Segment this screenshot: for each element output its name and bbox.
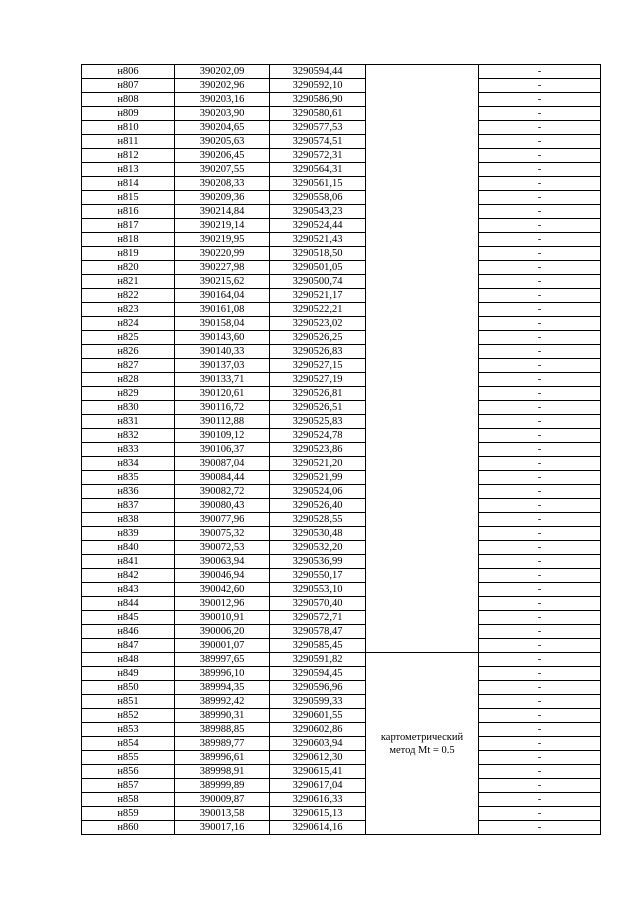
y-coordinate-cell: 3290617,04: [270, 779, 366, 793]
dash-cell: -: [479, 275, 601, 289]
y-coordinate-cell: 3290572,71: [270, 611, 366, 625]
x-coordinate-cell: 390205,63: [175, 135, 270, 149]
table-row: [82, 261, 601, 275]
point-number-cell: н817: [82, 219, 175, 233]
dash-cell: -: [479, 751, 601, 765]
y-coordinate-cell: 3290521,17: [270, 289, 366, 303]
dash-cell: -: [479, 429, 601, 443]
x-coordinate-cell: 390143,60: [175, 331, 270, 345]
point-number-cell: н843: [82, 583, 175, 597]
y-coordinate-cell: 3290603,94: [270, 737, 366, 751]
point-number-cell: н834: [82, 457, 175, 471]
point-number-cell: н806: [82, 65, 175, 79]
x-coordinate-cell: 390202,09: [175, 65, 270, 79]
y-coordinate-cell: 3290572,31: [270, 149, 366, 163]
y-coordinate-cell: 3290530,48: [270, 527, 366, 541]
x-coordinate-cell: 390006,20: [175, 625, 270, 639]
dash-cell: -: [479, 121, 601, 135]
point-number-cell: н848: [82, 653, 175, 667]
dash-cell: -: [479, 443, 601, 457]
x-coordinate-cell: 390009,87: [175, 793, 270, 807]
x-coordinate-cell: 390219,95: [175, 233, 270, 247]
dash-cell: -: [479, 345, 601, 359]
y-coordinate-cell: 3290521,99: [270, 471, 366, 485]
table-row: [82, 779, 601, 793]
point-number-cell: н829: [82, 387, 175, 401]
method-cell-blank: [366, 65, 479, 653]
dash-cell: -: [479, 541, 601, 555]
y-coordinate-cell: 3290577,53: [270, 121, 366, 135]
table-row: [82, 555, 601, 569]
y-coordinate-cell: 3290523,02: [270, 317, 366, 331]
x-coordinate-cell: 390087,04: [175, 457, 270, 471]
y-coordinate-cell: 3290536,99: [270, 555, 366, 569]
point-number-cell: н826: [82, 345, 175, 359]
x-coordinate-cell: 390042,60: [175, 583, 270, 597]
dash-cell: -: [479, 401, 601, 415]
y-coordinate-cell: 3290594,45: [270, 667, 366, 681]
point-number-cell: н854: [82, 737, 175, 751]
point-number-cell: н839: [82, 527, 175, 541]
x-coordinate-cell: 389996,10: [175, 667, 270, 681]
table-row: [82, 233, 601, 247]
dash-cell: -: [479, 793, 601, 807]
table-row: [82, 345, 601, 359]
dash-cell: -: [479, 499, 601, 513]
dash-cell: -: [479, 667, 601, 681]
table-row: [82, 415, 601, 429]
point-number-cell: н822: [82, 289, 175, 303]
table-row: [82, 373, 601, 387]
dash-cell: -: [479, 653, 601, 667]
x-coordinate-cell: 390063,94: [175, 555, 270, 569]
dash-cell: -: [479, 583, 601, 597]
point-number-cell: н823: [82, 303, 175, 317]
table-row: [82, 79, 601, 93]
table-row: [82, 723, 601, 737]
point-number-cell: н844: [82, 597, 175, 611]
table-row: [82, 485, 601, 499]
dash-cell: -: [479, 611, 601, 625]
dash-cell: -: [479, 527, 601, 541]
dash-cell: -: [479, 135, 601, 149]
x-coordinate-cell: 390013,58: [175, 807, 270, 821]
point-number-cell: н816: [82, 205, 175, 219]
table-row: [82, 289, 601, 303]
point-number-cell: н813: [82, 163, 175, 177]
point-number-cell: н827: [82, 359, 175, 373]
table-row: [82, 569, 601, 583]
y-coordinate-cell: 3290521,20: [270, 457, 366, 471]
y-coordinate-cell: 3290599,33: [270, 695, 366, 709]
point-number-cell: н836: [82, 485, 175, 499]
dash-cell: -: [479, 457, 601, 471]
y-coordinate-cell: 3290524,06: [270, 485, 366, 499]
dash-cell: -: [479, 709, 601, 723]
point-number-cell: н841: [82, 555, 175, 569]
dash-cell: -: [479, 555, 601, 569]
x-coordinate-cell: 390116,72: [175, 401, 270, 415]
x-coordinate-cell: 390120,61: [175, 387, 270, 401]
table-row: [82, 471, 601, 485]
dash-cell: -: [479, 79, 601, 93]
table-row: [82, 793, 601, 807]
point-number-cell: н846: [82, 625, 175, 639]
y-coordinate-cell: 3290553,10: [270, 583, 366, 597]
x-coordinate-cell: 390137,03: [175, 359, 270, 373]
dash-cell: -: [479, 513, 601, 527]
table-row: [82, 709, 601, 723]
point-number-cell: н856: [82, 765, 175, 779]
table-row: [82, 527, 601, 541]
y-coordinate-cell: 3290521,43: [270, 233, 366, 247]
x-coordinate-cell: 389999,89: [175, 779, 270, 793]
y-coordinate-cell: 3290612,30: [270, 751, 366, 765]
point-number-cell: н818: [82, 233, 175, 247]
table-row: [82, 807, 601, 821]
point-number-cell: н807: [82, 79, 175, 93]
table-row: [82, 597, 601, 611]
table-row: [82, 275, 601, 289]
dash-cell: -: [479, 681, 601, 695]
table-row: [82, 107, 601, 121]
y-coordinate-cell: 3290591,82: [270, 653, 366, 667]
dash-cell: -: [479, 149, 601, 163]
table-row: [82, 499, 601, 513]
table-row: [82, 513, 601, 527]
table-row: [82, 681, 601, 695]
point-number-cell: н832: [82, 429, 175, 443]
x-coordinate-cell: 390215,62: [175, 275, 270, 289]
x-coordinate-cell: 390209,36: [175, 191, 270, 205]
y-coordinate-cell: 3290558,06: [270, 191, 366, 205]
table-row: [82, 191, 601, 205]
y-coordinate-cell: 3290592,10: [270, 79, 366, 93]
y-coordinate-cell: 3290543,23: [270, 205, 366, 219]
point-number-cell: н840: [82, 541, 175, 555]
y-coordinate-cell: 3290570,40: [270, 597, 366, 611]
dash-cell: -: [479, 65, 601, 79]
point-number-cell: н847: [82, 639, 175, 653]
table-row: [82, 625, 601, 639]
dash-cell: -: [479, 723, 601, 737]
dash-cell: -: [479, 233, 601, 247]
x-coordinate-cell: 389997,65: [175, 653, 270, 667]
dash-cell: -: [479, 107, 601, 121]
y-coordinate-cell: 3290614,16: [270, 821, 366, 835]
point-number-cell: н815: [82, 191, 175, 205]
y-coordinate-cell: 3290526,83: [270, 345, 366, 359]
x-coordinate-cell: 390206,45: [175, 149, 270, 163]
point-number-cell: н811: [82, 135, 175, 149]
table-row: [82, 135, 601, 149]
table-row: [82, 611, 601, 625]
dash-cell: -: [479, 163, 601, 177]
dash-cell: -: [479, 569, 601, 583]
y-coordinate-cell: 3290594,44: [270, 65, 366, 79]
x-coordinate-cell: 389990,31: [175, 709, 270, 723]
point-number-cell: н857: [82, 779, 175, 793]
point-number-cell: н845: [82, 611, 175, 625]
y-coordinate-cell: 3290532,20: [270, 541, 366, 555]
table-row: [82, 737, 601, 751]
x-coordinate-cell: 390203,90: [175, 107, 270, 121]
method-cell: [366, 653, 479, 835]
table-row: [82, 149, 601, 163]
x-coordinate-cell: 390203,16: [175, 93, 270, 107]
y-coordinate-cell: 3290580,61: [270, 107, 366, 121]
x-coordinate-cell: 390202,96: [175, 79, 270, 93]
dash-cell: -: [479, 177, 601, 191]
y-coordinate-cell: 3290601,55: [270, 709, 366, 723]
y-coordinate-cell: 3290523,86: [270, 443, 366, 457]
x-coordinate-cell: 390227,98: [175, 261, 270, 275]
table-row: [82, 457, 601, 471]
dash-cell: -: [479, 415, 601, 429]
x-coordinate-cell: 390164,04: [175, 289, 270, 303]
table-row: [82, 653, 601, 667]
table-row: [82, 247, 601, 261]
x-coordinate-cell: 389989,77: [175, 737, 270, 751]
x-coordinate-cell: 390001,07: [175, 639, 270, 653]
x-coordinate-cell: 389994,35: [175, 681, 270, 695]
point-number-cell: н835: [82, 471, 175, 485]
x-coordinate-cell: 390106,37: [175, 443, 270, 457]
table-row: [82, 667, 601, 681]
y-coordinate-cell: 3290526,40: [270, 499, 366, 513]
x-coordinate-cell: 390220,99: [175, 247, 270, 261]
point-number-cell: н833: [82, 443, 175, 457]
x-coordinate-cell: 389996,61: [175, 751, 270, 765]
method-text-line1: картометрический: [380, 731, 464, 743]
x-coordinate-cell: 390077,96: [175, 513, 270, 527]
y-coordinate-cell: 3290522,21: [270, 303, 366, 317]
x-coordinate-cell: 390140,33: [175, 345, 270, 359]
point-number-cell: н820: [82, 261, 175, 275]
dash-cell: -: [479, 331, 601, 345]
x-coordinate-cell: 390084,44: [175, 471, 270, 485]
table-row: [82, 541, 601, 555]
table-row: [82, 219, 601, 233]
y-coordinate-cell: 3290524,44: [270, 219, 366, 233]
dash-cell: -: [479, 303, 601, 317]
table-row: [82, 751, 601, 765]
table-row: [82, 443, 601, 457]
dash-cell: -: [479, 807, 601, 821]
point-number-cell: н831: [82, 415, 175, 429]
y-coordinate-cell: 3290578,47: [270, 625, 366, 639]
dash-cell: -: [479, 737, 601, 751]
table-row: [82, 359, 601, 373]
dash-cell: -: [479, 471, 601, 485]
table-row: [82, 177, 601, 191]
point-number-cell: н850: [82, 681, 175, 695]
dash-cell: -: [479, 485, 601, 499]
x-coordinate-cell: 390075,32: [175, 527, 270, 541]
x-coordinate-cell: 390112,88: [175, 415, 270, 429]
dash-cell: -: [479, 289, 601, 303]
x-coordinate-cell: 389988,85: [175, 723, 270, 737]
x-coordinate-cell: 390017,16: [175, 821, 270, 835]
dash-cell: -: [479, 387, 601, 401]
table-row: [82, 639, 601, 653]
table-row: [82, 331, 601, 345]
coordinates-table-body: [82, 65, 601, 835]
dash-cell: -: [479, 373, 601, 387]
dash-cell: -: [479, 625, 601, 639]
x-coordinate-cell: 390161,08: [175, 303, 270, 317]
x-coordinate-cell: 390214,84: [175, 205, 270, 219]
dash-cell: -: [479, 205, 601, 219]
point-number-cell: н814: [82, 177, 175, 191]
point-number-cell: н830: [82, 401, 175, 415]
y-coordinate-cell: 3290585,45: [270, 639, 366, 653]
point-number-cell: н842: [82, 569, 175, 583]
y-coordinate-cell: 3290526,25: [270, 331, 366, 345]
dash-cell: -: [479, 359, 601, 373]
dash-cell: -: [479, 821, 601, 835]
coordinates-table: [81, 64, 601, 835]
x-coordinate-cell: 390080,43: [175, 499, 270, 513]
y-coordinate-cell: 3290527,15: [270, 359, 366, 373]
dash-cell: -: [479, 247, 601, 261]
y-coordinate-cell: 3290550,17: [270, 569, 366, 583]
table-row: [82, 317, 601, 331]
table-row: [82, 401, 601, 415]
x-coordinate-cell: 390046,94: [175, 569, 270, 583]
x-coordinate-cell: 390012,96: [175, 597, 270, 611]
y-coordinate-cell: 3290518,50: [270, 247, 366, 261]
y-coordinate-cell: 3290596,96: [270, 681, 366, 695]
point-number-cell: н821: [82, 275, 175, 289]
dash-cell: -: [479, 93, 601, 107]
table-row: [82, 205, 601, 219]
y-coordinate-cell: 3290586,90: [270, 93, 366, 107]
dash-cell: -: [479, 695, 601, 709]
dash-cell: -: [479, 779, 601, 793]
point-number-cell: н809: [82, 107, 175, 121]
table-row: [82, 765, 601, 779]
x-coordinate-cell: 389992,42: [175, 695, 270, 709]
point-number-cell: н825: [82, 331, 175, 345]
table-row: [82, 821, 601, 835]
point-number-cell: н824: [82, 317, 175, 331]
table-row: [82, 303, 601, 317]
x-coordinate-cell: 390133,71: [175, 373, 270, 387]
dash-cell: -: [479, 597, 601, 611]
point-number-cell: н852: [82, 709, 175, 723]
point-number-cell: н810: [82, 121, 175, 135]
x-coordinate-cell: 390208,33: [175, 177, 270, 191]
table-row: [82, 429, 601, 443]
y-coordinate-cell: 3290524,78: [270, 429, 366, 443]
dash-cell: -: [479, 191, 601, 205]
y-coordinate-cell: 3290526,51: [270, 401, 366, 415]
table-row: [82, 695, 601, 709]
x-coordinate-cell: 390082,72: [175, 485, 270, 499]
point-number-cell: н858: [82, 793, 175, 807]
method-text-line2: метод Mt = 0.5: [389, 744, 455, 756]
x-coordinate-cell: 390204,65: [175, 121, 270, 135]
table-row: [82, 163, 601, 177]
y-coordinate-cell: 3290501,05: [270, 261, 366, 275]
y-coordinate-cell: 3290615,41: [270, 765, 366, 779]
dash-cell: -: [479, 639, 601, 653]
y-coordinate-cell: 3290525,83: [270, 415, 366, 429]
dash-cell: -: [479, 765, 601, 779]
point-number-cell: н860: [82, 821, 175, 835]
x-coordinate-cell: 390207,55: [175, 163, 270, 177]
point-number-cell: н855: [82, 751, 175, 765]
x-coordinate-cell: 389998,91: [175, 765, 270, 779]
x-coordinate-cell: 390109,12: [175, 429, 270, 443]
y-coordinate-cell: 3290616,33: [270, 793, 366, 807]
table-row: [82, 121, 601, 135]
point-number-cell: н837: [82, 499, 175, 513]
point-number-cell: н819: [82, 247, 175, 261]
y-coordinate-cell: 3290561,15: [270, 177, 366, 191]
x-coordinate-cell: 390158,04: [175, 317, 270, 331]
point-number-cell: н812: [82, 149, 175, 163]
point-number-cell: н853: [82, 723, 175, 737]
table-row: [82, 583, 601, 597]
y-coordinate-cell: 3290528,55: [270, 513, 366, 527]
dash-cell: -: [479, 261, 601, 275]
y-coordinate-cell: 3290526,81: [270, 387, 366, 401]
table-row: [82, 65, 601, 79]
point-number-cell: н851: [82, 695, 175, 709]
point-number-cell: н828: [82, 373, 175, 387]
x-coordinate-cell: 390072,53: [175, 541, 270, 555]
point-number-cell: н859: [82, 807, 175, 821]
y-coordinate-cell: 3290527,19: [270, 373, 366, 387]
point-number-cell: н838: [82, 513, 175, 527]
y-coordinate-cell: 3290615,13: [270, 807, 366, 821]
y-coordinate-cell: 3290564,31: [270, 163, 366, 177]
table-row: [82, 387, 601, 401]
table-row: [82, 93, 601, 107]
x-coordinate-cell: 390010,91: [175, 611, 270, 625]
point-number-cell: н808: [82, 93, 175, 107]
dash-cell: -: [479, 317, 601, 331]
x-coordinate-cell: 390219,14: [175, 219, 270, 233]
dash-cell: -: [479, 219, 601, 233]
y-coordinate-cell: 3290574,51: [270, 135, 366, 149]
y-coordinate-cell: 3290602,86: [270, 723, 366, 737]
y-coordinate-cell: 3290500,74: [270, 275, 366, 289]
point-number-cell: н849: [82, 667, 175, 681]
